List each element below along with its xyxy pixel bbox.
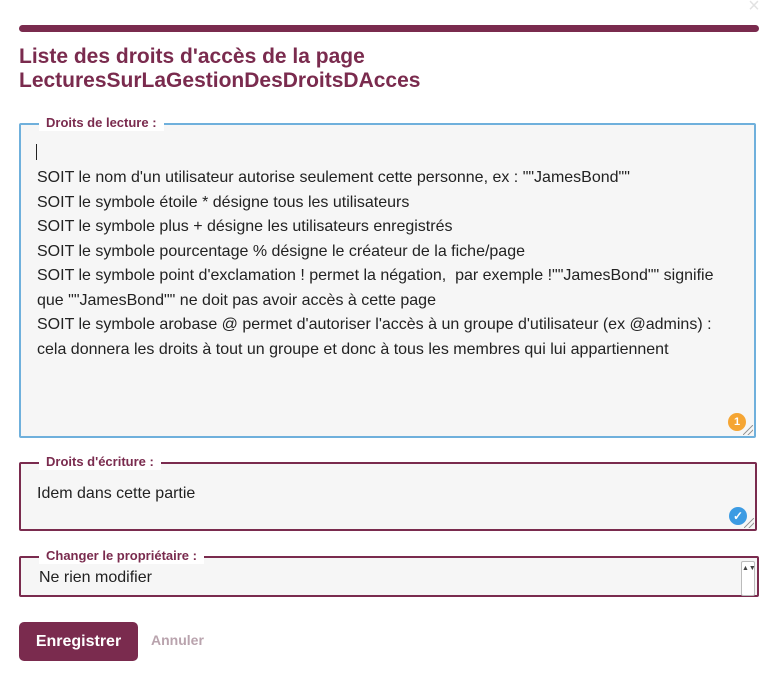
owner-legend: Changer le propriétaire : — [39, 548, 204, 564]
cancel-link[interactable]: Annuler — [151, 632, 204, 648]
write-rights-legend: Droits d'écriture : — [39, 454, 161, 470]
read-rights-group — [19, 115, 756, 438]
owner-select-value: Ne rien modifier — [39, 569, 152, 586]
close-icon[interactable]: × — [748, 0, 760, 17]
text-caret — [36, 144, 37, 160]
resize-handle-icon[interactable] — [744, 518, 754, 528]
warning-badge-icon: 1 — [728, 413, 746, 431]
dialog-title: Liste des droits d'accès de la page LecturesSurLaGestionDesDroitsDAcces — [19, 45, 421, 92]
header-bar — [19, 25, 759, 32]
resize-handle-icon[interactable] — [743, 425, 753, 435]
owner-group — [19, 548, 759, 597]
write-rights-group — [19, 454, 757, 531]
read-rights-legend: Droits de lecture : — [39, 115, 164, 131]
select-arrows-icon[interactable]: ▲▼ — [741, 561, 755, 596]
write-rights-textarea[interactable] — [19, 462, 757, 531]
read-rights-textarea[interactable] — [19, 123, 756, 438]
checkmark-badge-icon: ✓ — [729, 507, 747, 525]
save-button[interactable]: Enregistrer — [19, 622, 138, 661]
